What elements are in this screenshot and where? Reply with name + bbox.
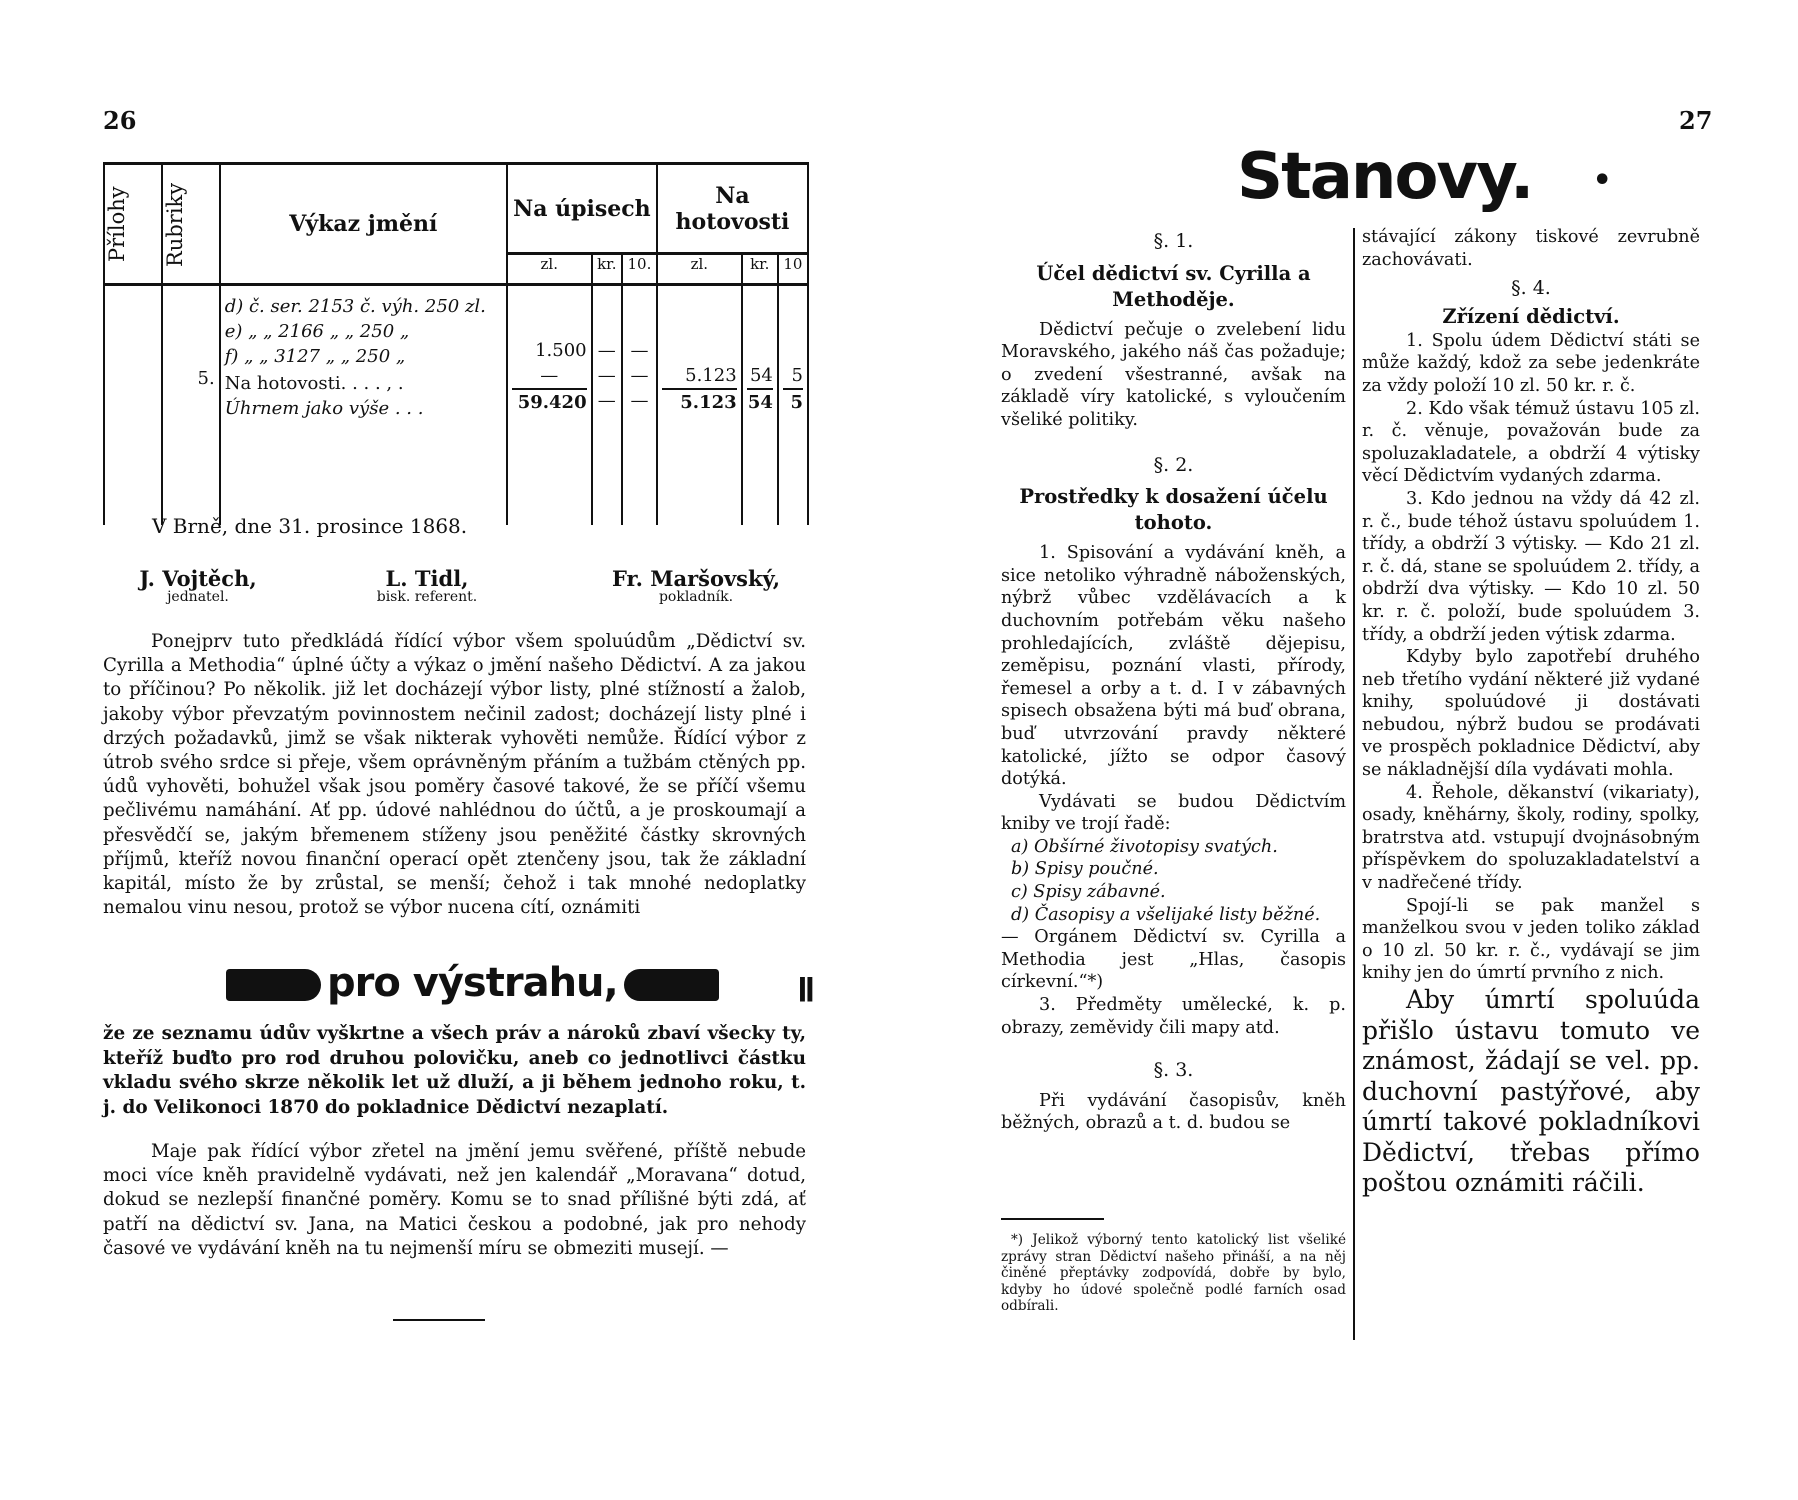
page-number-left: 26: [103, 106, 137, 135]
statute-column-1: [1001, 230, 1346, 1135]
footnote: *) Jelikož výborný tento katolický list všeliké zprávy stran Dědictví našeho přináší, a na něj činěné přeptávky zodpovídá, dobře by bylo, kdyby ho údové společně podlé farních osad odbírali.: [1001, 1232, 1346, 1315]
dash: —: [597, 365, 616, 386]
list-item-b: b) Spisy poučné.: [1011, 859, 1159, 880]
upisy-zl-cell: [507, 285, 592, 525]
item-d: d) č. ser. 2153 č. výh. 250 zl.: [224, 296, 486, 317]
sub-kr-2: kr.: [742, 254, 778, 285]
end-rule: [393, 1319, 485, 1321]
stray-mark: ǁ: [797, 973, 814, 1003]
hot-10-cell: [778, 285, 808, 525]
dash: —: [630, 365, 649, 386]
col-vykaz-header: Výkaz jmění: [220, 164, 507, 285]
signature-role: pokladník.: [658, 589, 734, 605]
section-3-number: §. 3.: [1153, 1059, 1194, 1082]
assets-table: [103, 162, 809, 525]
footnote-rule: [1001, 1218, 1104, 1220]
rubrika-number: 5.: [162, 285, 220, 525]
list-item-d: d) Časopisy a všelijaké listy běžné.: [1011, 904, 1321, 925]
hot-kr-value: 54: [749, 365, 773, 386]
section-4-paragraph-5: 4. Řehole, děkanství (vikariaty), osady, kněhárny, školy, rodiny, spolky, bratrstva atd. vstupují dvojnásobným příspěvkem do spoluzakladatelství a v nadřečené třídy.: [1362, 782, 1700, 894]
section-4-paragraph-2: 2. Kdo však témuž ústavu 105 zl. r. č. věnuje, považován bude za spoluzakladatele, a obdrží 4 výtisky věcí Dědictvím vydaných zdarma.: [1362, 398, 1700, 487]
section-2-paragraph-1: 1. Spisování a vydávání kněh, a sice netoliko výhradně náboženských, nýbrž vůbec vzdělávacích a k duchovním potřebám věku našeho prohledajících, zvláště dějepisu, zeměpisu, poznání vlasti, přírody, řemesel a orby a t. d. I v zábavných spisech obsažena býti má buď obrana, buď utvrzování pravdy některé katolické, jížto se odpor časový dotýká.: [1001, 543, 1346, 790]
signature-name: L. Tidl,: [385, 566, 469, 591]
sub-10-2: 10: [778, 254, 808, 285]
title-text: Stanovy.: [1237, 140, 1533, 214]
section-4-paragraph-7: Aby úmrtí spoluúda přišlo ústavu tomuto ve známost, žádají se vel. pp. duchovní pastýřové, aby úmrtí takové pokladníkovi Dědictví, třebas přímo poštou oznámiti ráčili.: [1362, 985, 1700, 1197]
section-2-number: §. 2.: [1153, 453, 1194, 476]
signature-role: bisk. referent.: [376, 589, 478, 605]
col-rubriky-header: Rubriky: [162, 164, 220, 285]
title-dot: •: [1592, 162, 1610, 198]
sub-zl-2: zl.: [657, 254, 742, 285]
upisy-value: 1.500: [535, 340, 587, 361]
col-prilohy-header: Přílohy: [104, 164, 162, 285]
section-1-number: §. 1.: [1153, 230, 1194, 252]
column-divider: [1353, 228, 1355, 1340]
item-f: f) „ „ 3127 „ „ 250 „: [224, 346, 406, 367]
warning-heading: [220, 960, 814, 1006]
section-4-title: Zřízení dědictví.: [1442, 304, 1620, 328]
dash: —: [597, 340, 616, 361]
item-na-hotovosti: Na hotovosti. . . . , .: [224, 373, 404, 394]
items-cell: [220, 285, 507, 525]
section-2-paragraph-4: 3. Předměty umělecké, k. p. obrazy, zeměvidy čili mapy atd.: [1001, 995, 1346, 1038]
dash: —: [630, 340, 649, 361]
item-uhrnem: Úhrnem jako výše . . .: [224, 398, 424, 419]
col-na-upisech-header: Na úpisech: [507, 164, 657, 254]
signature-vojtech: [118, 566, 278, 605]
dash: —: [597, 390, 616, 411]
section-1-text: Dědictví pečuje o zvelebení lidu Moravského, jakého náš čas požaduje; o zvedení všestranné, avšak na základě víry katolické, s vyloučením všeliké politiky.: [1001, 319, 1346, 430]
sub-zl: zl.: [507, 254, 592, 285]
signature-name: Fr. Maršovský,: [611, 566, 781, 591]
column-2-continuation: stávající zákony tiskové zevrubně zachovávati.: [1362, 227, 1700, 270]
upisy-10-cell: [622, 285, 657, 525]
section-1-title: Účel dědictví sv. Cyrilla a Methoděje.: [1036, 261, 1311, 311]
signature-tidl: [352, 566, 502, 605]
page-title: [1237, 140, 1610, 214]
section-2-paragraph-3: — Orgánem Dědictví sv. Cyrilla a Methodia jest „Hlas, časopis církevní.“*): [1001, 927, 1346, 993]
hot-kr-cell: [742, 285, 778, 525]
section-2-paragraph-2: Vydávati se budou Dědictvím kniby ve trojí řadě:: [1001, 791, 1346, 835]
hot-kr-total: 54: [747, 388, 773, 415]
item-e: e) „ „ 2166 „ „ 250 „: [224, 321, 410, 342]
statute-column-2: [1362, 226, 1700, 1199]
hot-zl-cell: [657, 285, 742, 525]
prilohy-cell: [104, 285, 162, 525]
hot-10-total: 5: [783, 388, 803, 415]
sub-10: 10.: [622, 254, 657, 285]
upisy-kr-cell: [592, 285, 622, 525]
upisy-total: 59.420: [512, 388, 587, 415]
pointing-hand-left-icon: [624, 969, 719, 1001]
signature-role: jednatel.: [167, 589, 229, 605]
paragraph-intro: Ponejprv tuto předkládá řídící výbor všem spoluúdům „Dědictví sv. Cyrilla a Methodia“ úplné účty a výkaz o jmění našeho Dědictví. A za jakou to příčinou? Po několik. již let docházejí výbor listy, plné stížností a žalob, jakoby výbor převzatým povinnostem nečinil zadost; docházejí listy plné i drzých požadavků, jimž se však nikterak vyhověti nemůže. Řídící výbor z útrob svého srdce si přeje, všem oprávněným přáním a tužbám ctěných pp. údů vyhověti, bohužel však jsou poměry časové takové, že se příčí všemu pečlivému namáhání. Ať pp. údové nahlédnou do účtů, a je proskoumají a přesvědčí se, jakým břemenem stíženy jsou peněžité částky skrovných příjmů, kteříž novou finanční operací opět ztenčeny jsou, tak že základní kapitál, místo že by zrůstal, se menší; čehož i tak mnohé nedoplatky nemalou vinu nesou, protož se výbor nucena cítí, oznámiti: [103, 631, 806, 919]
signature-name: J. Vojtěch,: [139, 566, 257, 591]
section-4-paragraph-6: Spojí-li se pak manžel s manželkou svou v jeden tolikо základ o 10 zl. 50 kr. r. č., vydávají se jim knihy jen do úmrtí prvního z nich.: [1362, 895, 1700, 984]
sub-kr: kr.: [592, 254, 622, 285]
list-item-a: a) Obšírné životopisy svatých.: [1011, 836, 1278, 857]
section-3-text: Při vydávání časopisův, kněh běžných, obrazů a t. d. budou se: [1001, 1090, 1346, 1134]
upisy-dash: —: [540, 365, 559, 386]
dash: —: [630, 390, 649, 411]
section-4-paragraph-1: 1. Spolu údem Dědictví státi se může každý, kdož za sebe jedenkráte za vždy položí 10 zl. 50 kr. r. č.: [1362, 330, 1700, 396]
paragraph-warning: že ze seznamu údův vyškrtne a všech práv a nároků zbaví všecky ty, kteříž buďto pro rod druhou polovičku, aneb co jednotlivci částku vkladu svého skrze několik let už dluží, a ji během jednoho roku, t. j. do Velikonoci 1870 do pokladnice Dědictví nezaplatí.: [103, 1023, 806, 1118]
dateline: V Brně, dne 31. prosince 1868.: [152, 514, 468, 538]
pointing-hand-right-icon: [226, 969, 321, 1001]
section-4-paragraph-4: Kdyby bylo zapotřebí druhého neb třetího vydání některé již vydané knihy, spoluúdové ji dostávati nebudou, nýbrž budou se prodávati ve prospěch pokladnice Dědictví, aby se nákladnější díla vydávati mohla.: [1362, 647, 1700, 781]
section-2-title: Prostředky k dosažení účelu tohoto.: [1019, 485, 1328, 535]
page-number-right: 27: [1679, 106, 1713, 135]
list-item-c: c) Spisy zábavné.: [1011, 882, 1166, 903]
section-4-paragraph-3: 3. Kdo jednou na vždy dá 42 zl. r. č., bude téhož ústavu spoluúdem 1. třídy, a obdrží 3 výtisky. — Kdo 21 zl. r. č. dá, stane se spoluúdem 2. třídy, a obdrží dva výtisky. — Kdo 10 zl. 50 kr. r. č. položí, bude spoluúdem 3. třídy, a obdrží jeden výtisk zdarma.: [1362, 488, 1700, 645]
hot-10-value: 5: [791, 365, 803, 386]
hot-zl-value: 5.123: [685, 365, 737, 386]
col-na-hotovosti-header: Na hotovosti: [657, 164, 808, 254]
signature-marsovsky: [596, 566, 796, 605]
warning-text: pro výstrahu,: [327, 960, 618, 1006]
hot-zl-total: 5.123: [662, 388, 737, 415]
section-4-number: §. 4.: [1511, 277, 1551, 300]
paragraph-closing: Maje pak řídící výbor zřetel na jmění jemu svěřené, příště nebude moci více kněh pravidelně vydávati, než jen kalendář „Moravana“ dotud, dokud se nezlepší finančné poměry. Komu se to snad přílišné býti zdá, ať patří na dědictví sv. Jana, na Matici českou a podobné, jak pro nehody časové ve vydávání kněh na tu nejmenší míru se obmeziti musejí. —: [103, 1141, 806, 1259]
